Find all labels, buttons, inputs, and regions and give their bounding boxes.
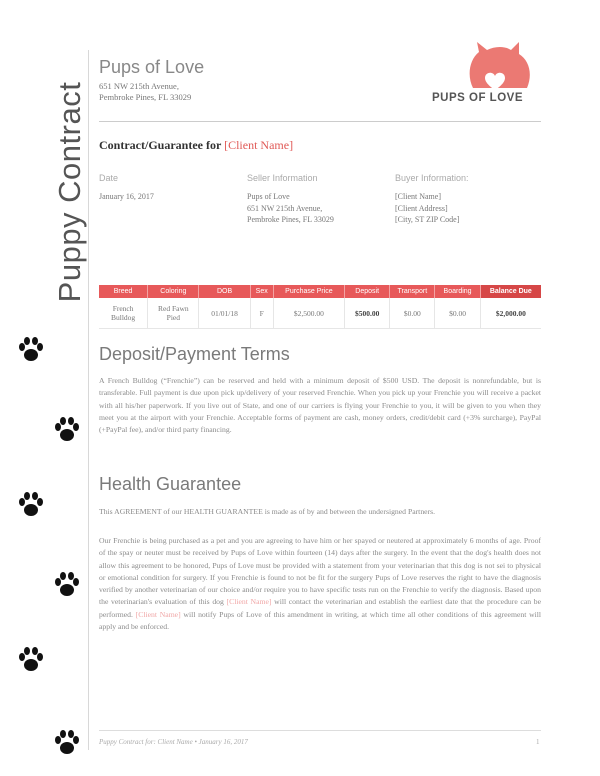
company-name: Pups of Love [99, 57, 205, 77]
cell-price: $2,500.00 [273, 298, 344, 329]
client-name-ref-1: [Client Name] [226, 597, 272, 607]
date-label: Date [99, 173, 119, 183]
vertical-divider [88, 50, 89, 750]
th-dob: DOB [199, 285, 250, 298]
table-header-row [99, 285, 541, 298]
page-number: 1 [536, 738, 540, 746]
contract-title-prefix: Contract/Guarantee for [99, 138, 222, 152]
cell-transport: $0.00 [390, 298, 435, 329]
logo-text: PUPS OF LOVE [432, 92, 523, 104]
th-transport: Transport [390, 285, 435, 298]
date-value: January 16, 2017 [99, 192, 154, 201]
th-coloring: Coloring [148, 285, 199, 298]
buyer-city: [City, ST ZIP Code] [395, 215, 460, 224]
health-text: Our Frenchie is being purchased as a pet and you are agreeing to have him or her spayed or neutered at approximately 6 months of age. Proof of the spay or neuter must be received by Pups of Love within fourteen (14) days after the surgery. In the event that the dog's health does not allow this agreement to be honored, Pups of Love must be provided with a statement from your veterinarian that this dog is not sei to physical or emotional condition for surgery. If you Frenchie is found to not be fit for the surgery Pups of Love reserves the right to have the diagnosis verified by another veterinarian of our choice and/or require you to have specific tests run on the Frenchie to verify the diagnosis. Based upon the veterinarian's evaluation of this dog [Client Name] will contact the veterinarian and establish the earliest date that the procedure can be performed. [Client Name] will notify Pups of Love of this amendment in writing, at which time all other conditions of this agreement will apply and be enforced. [99, 536, 542, 632]
th-breed: Breed [99, 285, 148, 298]
th-purchase-price: Purchase Price [273, 285, 344, 298]
footer-text: Puppy Contract for: Client Name • January 16, 2017 [99, 738, 248, 746]
bulldog-logo-icon [455, 38, 545, 118]
th-deposit: Deposit [345, 285, 390, 298]
paw-icon [16, 490, 46, 520]
buyer-address: [Client Address] [395, 204, 448, 213]
cell-dob: 01/01/18 [199, 298, 250, 329]
seller-address-line1: 651 NW 215th Avenue, [247, 204, 323, 213]
deposit-title: Deposit/Payment Terms [99, 344, 290, 364]
footer-divider [99, 730, 541, 731]
paw-icon [52, 728, 82, 758]
th-balance-due: Balance Due [480, 285, 541, 298]
company-address-line1: 651 NW 215th Avenue, [99, 81, 179, 91]
th-sex: Sex [250, 285, 273, 298]
buyer-name: [Client Name] [395, 192, 441, 201]
client-name-ref-2: [Client Name] [135, 609, 181, 619]
cell-boarding: $0.00 [435, 298, 480, 329]
cell-coloring: Red Fawn Pied [148, 298, 199, 329]
table-row [99, 298, 541, 329]
paw-icon [52, 570, 82, 600]
seller-address-line2: Pembroke Pines, FL 33029 [247, 215, 334, 224]
seller-label: Seller Information [247, 173, 318, 183]
cell-balance: $2,000.00 [480, 298, 541, 329]
paw-icon [16, 335, 46, 365]
purchase-table [99, 285, 541, 329]
seller-name: Pups of Love [247, 192, 290, 201]
vertical-title: Puppy Contract [52, 81, 87, 303]
th-boarding: Boarding [435, 285, 480, 298]
deposit-text: A French Bulldog (“Frenchie”) can be reserved and held with a minimum deposit of $500 USD. The deposit is nonrefundable, but is transferable. Full payment is due upon pick up/delivery of your reserved Frenchie. When you pick up your Frenchie you will receive a packet with all his/her paperwork. If you live out of State, and one of our carriers is flying your Frenchie to you, it will be given to you when they meet you at the airport with your Frenchie. Acceptable forms of payment are cash, money orders, credit/debit card (+3% surcharge), PayPal (+PayPal fee), and/or third party financing. [99, 376, 541, 435]
health-title: Health Guarantee [99, 474, 242, 494]
health-intro: This AGREEMENT of our HEALTH GUARANTEE is made as of by and between the undersigned Partners. [99, 507, 436, 516]
contract-title [99, 138, 293, 153]
paw-icon [52, 415, 82, 445]
buyer-label: Buyer Information: [395, 173, 469, 183]
cell-deposit: $500.00 [345, 298, 390, 329]
company-address-line2: Pembroke Pines, FL 33029 [99, 92, 192, 102]
cell-sex: F [250, 298, 273, 329]
cell-breed: French Bulldog [99, 298, 148, 329]
header-divider [99, 121, 541, 122]
paw-icon [16, 645, 46, 675]
client-name-placeholder: [Client Name] [224, 138, 294, 152]
